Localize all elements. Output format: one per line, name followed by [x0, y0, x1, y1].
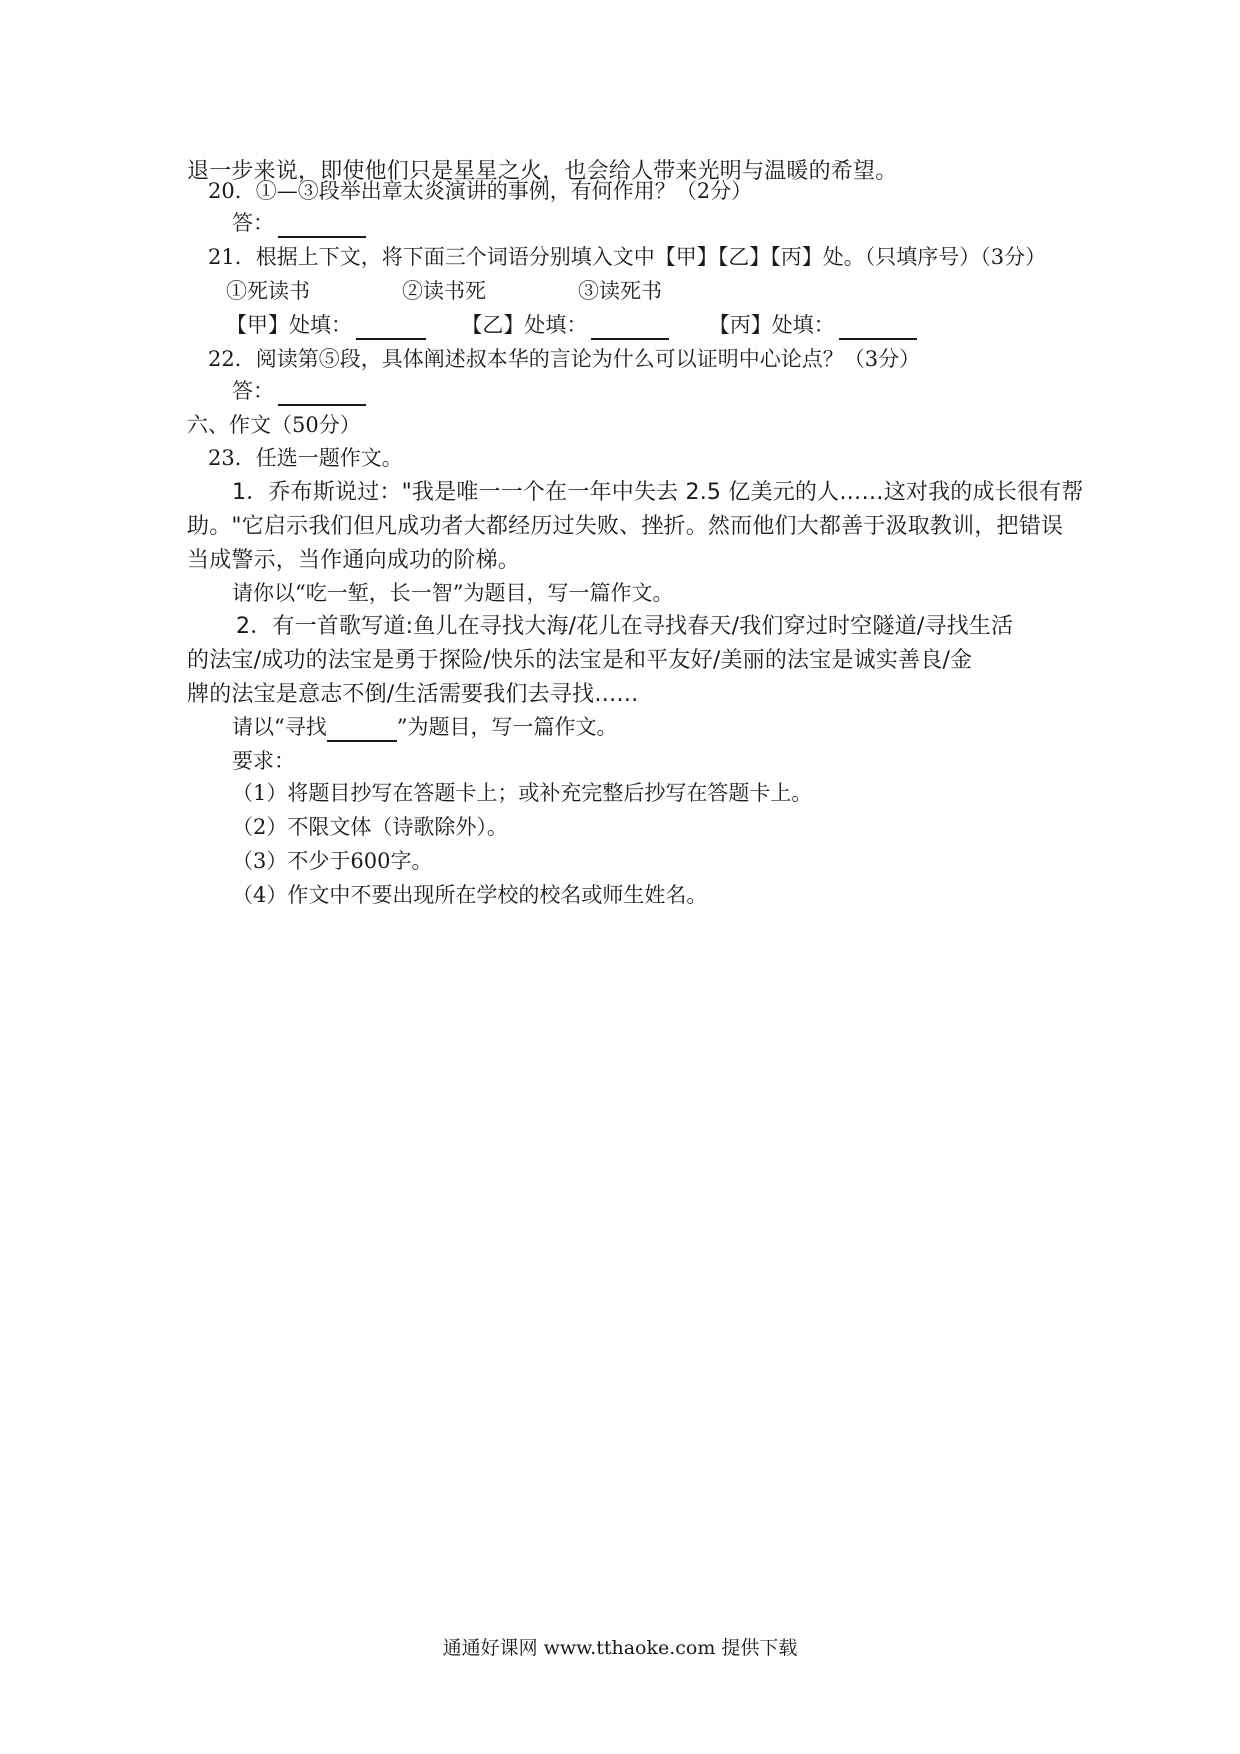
requirement-1: （1）将题目抄写在答题卡上；或补充完整后抄写在答题卡上。 — [232, 781, 813, 805]
answer-label: 答： — [232, 379, 274, 403]
requirement-3: （3）不少于600字。 — [232, 849, 433, 873]
prompt-2-instruction-post: ”为题目，写一篇作文。 — [396, 715, 618, 739]
requirements-title: 要求： — [232, 749, 295, 773]
prompt-1-line-1: 1．乔布斯说过："我是唯一一个在一年中失去 2.5 亿美元的人……这对我的成长很有帮 — [232, 480, 1084, 505]
fill-label-yi: 【乙】处填： — [461, 313, 588, 337]
question-21: 21．根据上下文，将下面三个词语分别填入文中【甲】【乙】【丙】处。（只填序号）（3分） — [208, 245, 1047, 269]
fill-blank-yi — [591, 316, 669, 340]
requirement-2: （2）不限文体（诗歌除外）。 — [232, 815, 508, 839]
prompt-1-line-2: 助。"它启示我们但凡成功者大都经历过失败、挫折。然而他们大都善于汲取教训，把错误 — [187, 514, 1064, 539]
fill-label-bing: 【丙】处填： — [708, 313, 835, 337]
passage-last-line: 退一步来说，即使他们只是星星之火，也会给人带来光明与温暖的希望。 — [187, 159, 898, 184]
section-6-heading: 六、作文（50分） — [187, 413, 361, 437]
prompt-2-line-2: 的法宝/成功的法宝是勇于探险/快乐的法宝是和平友好/美丽的法宝是诚实善良/金 — [187, 648, 973, 673]
question-21-option-1: ①死读书 — [226, 279, 310, 303]
prompt-2-instruction — [232, 712, 618, 742]
title-blank — [327, 718, 397, 742]
question-23: 23．任选一题作文。 — [208, 446, 403, 470]
question-22: 22．阅读第⑤段，具体阐述叔本华的言论为什么可以证明中心论点？（3分） — [208, 347, 921, 371]
fill-label-jia: 【甲】处填： — [226, 313, 352, 337]
answer-blank — [278, 382, 366, 406]
question-21-fill-row — [226, 310, 917, 340]
prompt-2-line-1: 2．有一首歌写道:鱼儿在寻找大海/花儿在寻找春天/我们穿过时空隧道/寻找生活 — [236, 614, 1014, 639]
fill-blank-jia — [356, 316, 426, 340]
requirement-4: （4）作文中不要出现所在学校的校名或师生姓名。 — [232, 883, 708, 907]
fill-blank-bing — [839, 316, 917, 340]
page-footer: 通通好课网 www.tthaoke.com 提供下载 — [442, 1637, 798, 1659]
prompt-1-line-3: 当成警示，当作通向成功的阶梯。 — [187, 548, 521, 573]
question-22-answer — [232, 376, 366, 406]
prompt-2-instruction-pre: 请以“寻找 — [232, 715, 327, 739]
question-21-option-3: ③读死书 — [578, 279, 662, 303]
question-20-answer — [232, 208, 366, 238]
prompt-1-instruction: 请你以“吃一堑，长一智”为题目，写一篇作文。 — [232, 581, 674, 605]
answer-blank — [278, 214, 366, 238]
prompt-2-line-3: 牌的法宝是意志不倒/生活需要我们去寻找…… — [187, 682, 639, 707]
answer-label: 答： — [232, 211, 274, 235]
question-21-option-2: ②读书死 — [402, 279, 486, 303]
question-20: 20．①—③段举出章太炎演讲的事例，有何作用？（2分） — [208, 179, 753, 203]
